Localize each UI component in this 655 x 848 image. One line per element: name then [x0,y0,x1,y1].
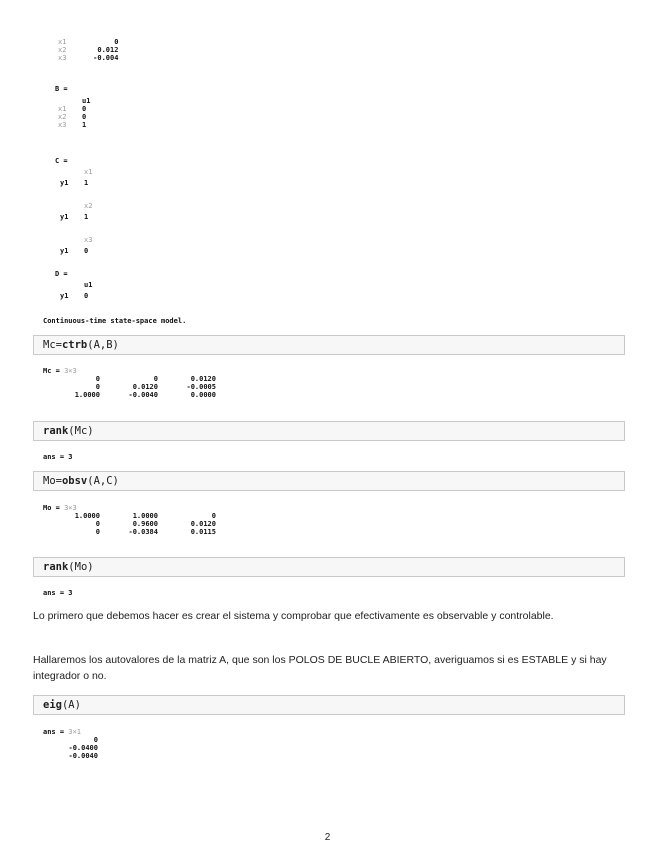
code-args: (Mo) [68,561,94,573]
matrix-cell: 0 [211,512,216,520]
matrix-size: 3×3 [64,367,77,375]
c-matrix-title: C = [55,157,68,165]
row-label: y1 [60,292,69,300]
code-cell-rank-mc[interactable] [33,421,625,441]
cell-value: 0 [84,292,89,300]
matrix-size: 3×3 [64,504,77,512]
row-label: y1 [60,179,69,187]
code-function: ctrb [61,339,88,351]
matrix-cell: 0 [95,520,100,528]
code-args: (Mc) [68,425,94,437]
b-matrix-title: B = [55,85,68,93]
eigenvalue: -0.0400 [68,744,98,752]
c-block-2 [60,202,92,221]
code-cell-obsv[interactable] [33,471,625,491]
d-matrix-title: D = [55,270,68,278]
matrix-cell: 0.0115 [190,528,216,536]
rank-mc-output: ans = 3 [43,453,73,461]
cell-value: 1 [84,213,89,221]
cell-value: 1 [84,179,89,187]
matrix-cell: 0 [95,375,100,383]
code-function: eig [43,699,62,711]
output-label: ans = [43,728,65,736]
matrix-cell: 1.0000 [132,512,158,520]
row-value: 0 [82,113,87,121]
row-value: 0 [114,38,119,46]
matrix-cell: 0 [153,375,158,383]
b-matrix [58,97,90,129]
code-args: (A) [61,699,81,711]
d-matrix [60,281,92,300]
code-cell-rank-mo[interactable] [33,557,625,577]
rank-mo-output: ans = 3 [43,589,73,597]
row-label: x1 [58,38,67,46]
matrix-cell: -0.0005 [186,383,216,391]
eig-output [43,728,98,760]
matrix-cell: 0 [95,383,100,391]
matrix-cell: 0 [95,528,100,536]
matrix-cell: 0.9600 [132,520,158,528]
row-label: y1 [60,213,69,221]
row-label: y1 [60,247,69,255]
row-label: x3 [58,54,67,62]
column-header: x2 [84,202,93,210]
code-lhs: Mo= [43,475,62,487]
matrix-cell: 1.0000 [74,391,100,399]
matrix-size: 3×1 [68,728,81,736]
matrix-cell: -0.0384 [128,528,158,536]
matrix-cell: -0.0040 [128,391,158,399]
code-lhs: Mc= [43,339,62,351]
code-cell-ctrb[interactable] [33,335,625,355]
cell-value: 0 [84,247,89,255]
matrix-cell: 0.0120 [190,375,216,383]
row-label: x3 [58,121,67,129]
row-value: 0.012 [97,46,119,54]
row-label: x2 [58,46,67,54]
column-header: x3 [84,236,93,244]
code-args: (A,B) [87,339,119,351]
page-number: 2 [324,832,331,843]
paragraph-observability: Lo primero que debemos hacer es crear el sistema y comprobar que efectivamente es observable y controlable. [33,610,554,622]
code-cell-eig[interactable] [33,695,625,715]
matrix-cell: 0.0000 [190,391,216,399]
column-header: u1 [82,97,91,105]
a-matrix-rows [58,38,118,62]
code-function: rank [43,561,69,573]
column-header: x1 [84,168,93,176]
output-label: Mo = [43,504,60,512]
code-function: obsv [61,475,88,487]
code-args: (A,C) [87,475,119,487]
eigenvalue: -0.0040 [68,752,98,760]
row-value: -0.004 [93,54,119,62]
output-label: Mc = [43,367,60,375]
matrix-cell: 0.0120 [190,520,216,528]
matrix-cell: 1.0000 [74,512,100,520]
row-label: x1 [58,105,67,113]
row-label: x2 [58,113,67,121]
paragraph-eigenvalues: Hallaremos los autovalores de la matriz A, que son los POLOS DE BUCLE ABIERTO, averiguamos si es ESTABLE y si hay integrador o no. [33,654,607,682]
code-function: rank [43,425,69,437]
eigenvalue: 0 [93,736,98,744]
column-header: u1 [84,281,93,289]
mo-output [43,504,216,536]
matrix-cell: 0.0120 [132,383,158,391]
model-note: Continuous-time state-space model. [43,317,187,325]
c-block-1 [60,168,92,187]
c-block-3 [60,236,92,255]
row-value: 1 [82,121,87,129]
mc-output [43,367,216,399]
row-value: 0 [82,105,87,113]
